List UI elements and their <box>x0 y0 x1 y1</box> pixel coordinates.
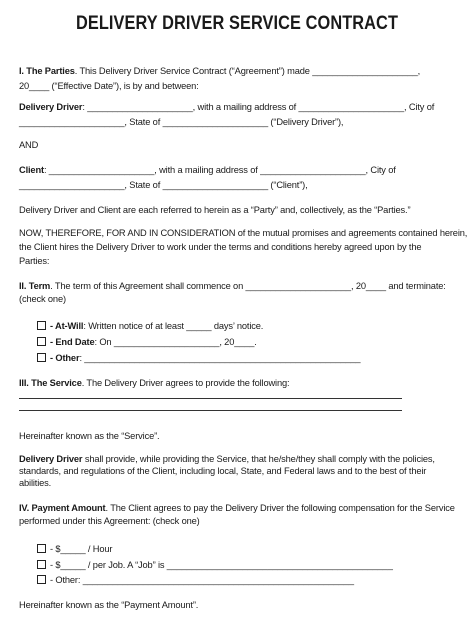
at-will-label: - At-Will <box>50 321 84 331</box>
provide-line-2: standards, and regulations of the Client, including local, State, and Federal laws and to the best of their <box>19 466 427 476</box>
service-line-1 <box>19 377 289 389</box>
party-note: Delivery Driver and Client are each referred to herein as a “Party” and, collectively, as the “Parties.” <box>19 205 411 215</box>
payment-line-1 <box>19 502 455 514</box>
term-heading: II. Term <box>19 281 51 291</box>
provide-line-3: abilities. <box>19 478 52 488</box>
term-line-2: (check one) <box>19 294 66 304</box>
payment-other-label: - Other: ______________________________________________________ <box>50 575 354 585</box>
driver-label: Delivery Driver <box>19 102 83 112</box>
term-option-end-date[interactable] <box>37 336 257 348</box>
term-option-other[interactable] <box>37 352 360 364</box>
parties-heading: I. The Parties <box>19 66 75 76</box>
payment-line-2: performed under this Agreement: (check one) <box>19 516 200 526</box>
client-line-1 <box>19 164 396 176</box>
payment-hereinafter: Hereinafter known as the “Payment Amount”. <box>19 600 199 610</box>
and-text: AND <box>19 140 39 150</box>
client-text-1: : _____________________, with a mailing address of _____________________, City of <box>43 165 396 175</box>
term-other-label: - Other <box>50 353 80 363</box>
hour-label: - $_____ / Hour <box>50 544 113 554</box>
at-will-text: : Written notice of at least _____ days’ notice. <box>83 321 264 331</box>
hour-checkbox[interactable] <box>37 544 46 553</box>
at-will-checkbox[interactable] <box>37 321 46 330</box>
end-date-label: - End Date <box>50 337 95 347</box>
parties-line-2: 20____ (“Effective Date”), is by and between: <box>19 81 199 91</box>
term-other-checkbox[interactable] <box>37 353 46 362</box>
provide-line-1 <box>19 453 435 465</box>
payment-other-checkbox[interactable] <box>37 575 46 584</box>
end-date-checkbox[interactable] <box>37 337 46 346</box>
service-text-1: . The Delivery Driver agrees to provide the following: <box>81 378 290 388</box>
driver-text-1: : _____________________, with a mailing address of _____________________, City of <box>82 102 435 112</box>
term-line-1 <box>19 280 446 292</box>
payment-option-hour[interactable] <box>37 543 112 555</box>
payment-text-1: . The Client agrees to pay the Delivery Driver the following compensation for the Service <box>105 503 455 513</box>
payment-heading: IV. Payment Amount <box>19 503 106 513</box>
now-therefore-line-2: the Client hires the Delivery Driver to work under the terms and conditions hereby agreed upon by the <box>19 242 422 252</box>
service-heading: III. The Service <box>19 378 82 388</box>
end-date-text: : On _____________________, 20____. <box>94 337 257 347</box>
provide-text-1: shall provide, while providing the Service, that he/she/they shall comply with the policies, <box>82 454 435 464</box>
term-other-text: : _______________________________________________________ <box>79 353 361 363</box>
parties-text-1: . This Delivery Driver Service Contract (“Agreement”) made _____________________, <box>74 66 421 76</box>
service-blank-line-2 <box>19 410 402 411</box>
parties-line-1 <box>19 65 420 77</box>
payment-option-job[interactable] <box>37 559 393 571</box>
term-text-1: . The term of this Agreement shall commence on _____________________, 20____ and terminate: <box>50 281 446 291</box>
job-label: - $_____ / per Job. A “Job” is _____________________________________________ <box>50 560 393 570</box>
term-option-at-will[interactable] <box>37 320 263 332</box>
payment-option-other[interactable] <box>37 574 354 586</box>
service-blank-line-1 <box>19 398 402 399</box>
client-line-2: _____________________, State of _____________________ (“Client”), <box>19 180 308 190</box>
service-hereinafter: Hereinafter known as the “Service”. <box>19 431 160 441</box>
driver-line-2: _____________________, State of _____________________ (“Delivery Driver”), <box>19 117 344 127</box>
driver-line-1 <box>19 101 434 113</box>
client-label: Client <box>19 165 44 175</box>
provide-label: Delivery Driver <box>19 454 83 464</box>
now-therefore-line-3: Parties: <box>19 256 50 266</box>
page-title: DELIVERY DRIVER SERVICE CONTRACT <box>75 13 399 34</box>
job-checkbox[interactable] <box>37 560 46 569</box>
now-therefore-line-1: NOW, THEREFORE, FOR AND IN CONSIDERATION of the mutual promises and agreements contained herein, <box>19 228 468 238</box>
